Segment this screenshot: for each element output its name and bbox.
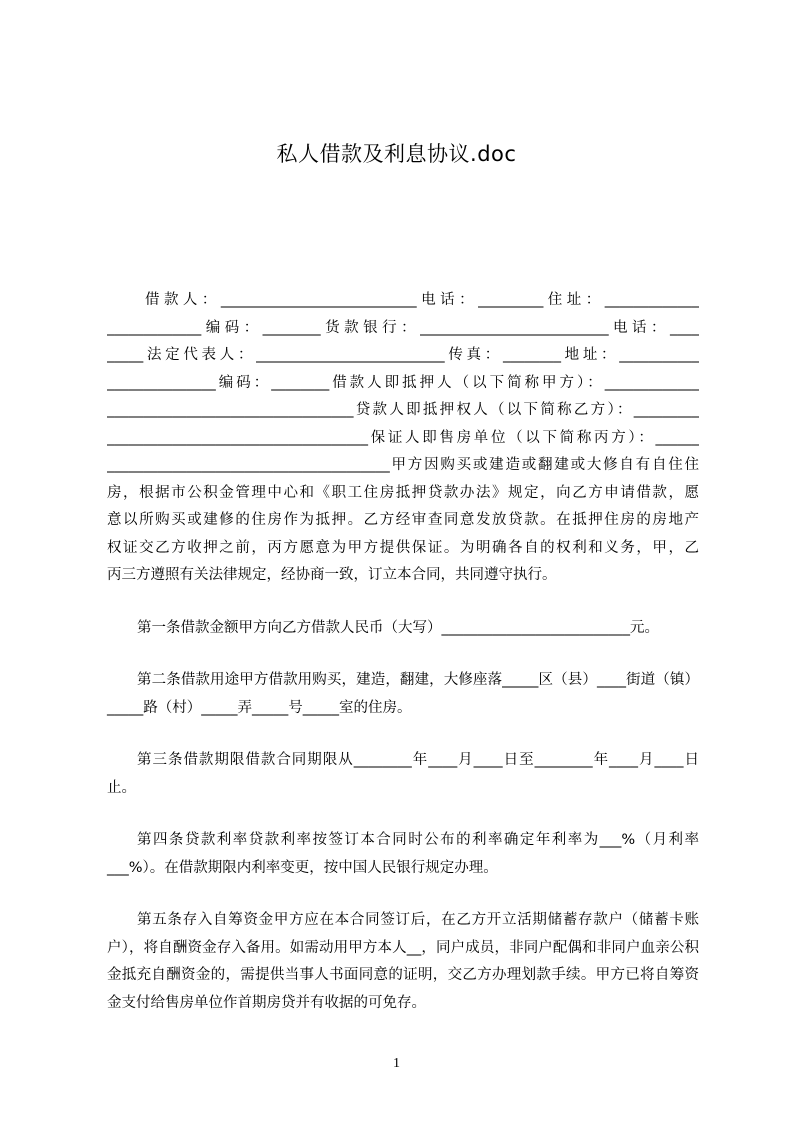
intro-line: ____________________________________保证人即售房单位（以下简称丙方）：______ xyxy=(107,429,699,446)
intro-line: _____________编码：________货款银行：__________________________电话：____ xyxy=(107,319,699,336)
intro-line: _______________________________________甲方因购买或建造或翻建或大修自有自住住 xyxy=(107,457,699,473)
article-3: 第三条借款期限借款合同期限从________年____月____日至________年____月____日止。 xyxy=(107,752,699,796)
article-4: 第四条贷款利率贷款利率按签订本合同时公布的利率确定年利率为___%（月利率___%）。在借款期限内利率变更，按中国人民银行规定办理。 xyxy=(107,832,699,876)
document-body xyxy=(107,287,699,1017)
intro-line: _____法定代表人：__________________________传真：________地址：___________ xyxy=(107,347,699,363)
intro-line: 房，根据市公积金管理中心和《职工住房抵押贷款办法》规定，向乙方申请借款，愿 xyxy=(107,484,699,501)
article-2: 第二条借款用途甲方借款用购买，建造，翻建，大修座落_____区（县）____街道（镇）_____路（村）_____弄_____号_____室的住房。 xyxy=(107,672,699,716)
intro-paragraph xyxy=(107,287,699,590)
intro-line: __________________________________贷款人即抵押权人（以下简称乙方）：_________ xyxy=(107,402,699,418)
intro-line: 权证交乙方收押之前，丙方愿意为甲方提供保证。为明确各自的权利和义务，甲，乙 xyxy=(107,539,699,556)
page-number: 1 xyxy=(393,1056,400,1071)
intro-line-last: 丙三方遵照有关法律规定，经协商一致，订立本合同，共同遵守执行。 xyxy=(107,567,557,583)
article-5: 第五条存入自筹资金甲方应在本合同签订后，在乙方开立活期储蓄存款户（储蓄卡账户），将自酬资金存入备用。如需动用甲方本人__，同户成员，非同户配偶和非同户血亲公积金抵充自酬资金的，需提供当事人书面同意的证明，交乙方办理划款手续。甲方已将自筹资金支付给售房单位作首期房贷并有收据的可免存。 xyxy=(107,912,699,1011)
article-1: 第一条借款金额甲方向乙方借款人民币（大写）__________________________元。 xyxy=(137,619,659,636)
document-title: 私人借款及利息协议.doc xyxy=(276,142,517,166)
intro-line: _______________编码：________借款人即抵押人（以下简称甲方）：_____________ xyxy=(107,374,699,391)
intro-line: 借款人：___________________________电话：_________住址：_____________ xyxy=(107,292,699,308)
intro-line: 意以所购买或建修的住房作为抵押。乙方经审查同意发放贷款。在抵押住房的房地产 xyxy=(107,512,699,528)
